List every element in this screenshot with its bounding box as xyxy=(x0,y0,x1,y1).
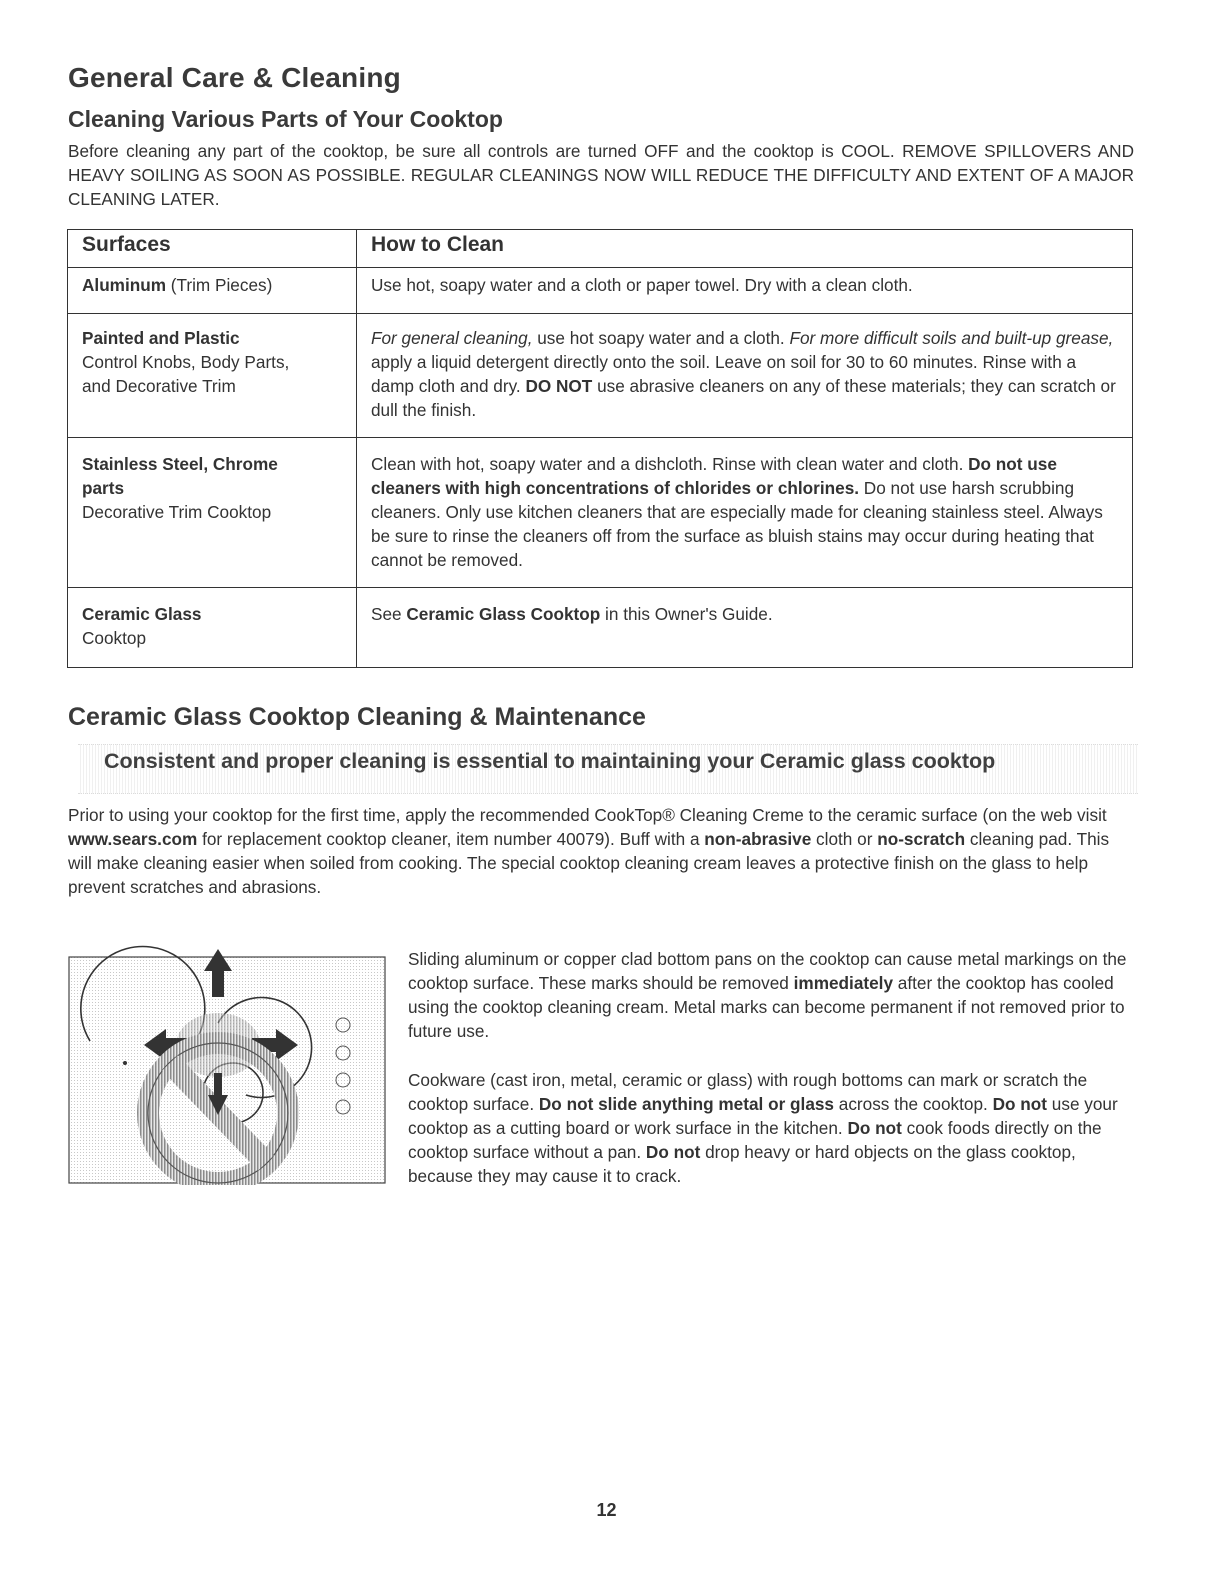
surface-cell xyxy=(68,314,357,438)
how-to-cell xyxy=(357,268,1133,314)
cooktop-no-slide-figure xyxy=(68,945,386,1185)
paragraph-emphasis: Do not xyxy=(645,1142,701,1162)
paragraph-emphasis: Do not slide anything metal or glass xyxy=(538,1094,834,1114)
surface-cell xyxy=(68,588,357,668)
prior-emphasis: non-abrasive xyxy=(704,829,812,849)
prior-emphasis: no-scratch xyxy=(877,829,966,849)
how-to-warning: DO NOT xyxy=(525,376,593,396)
prior-use-paragraph xyxy=(68,803,1134,899)
prior-text: cleaning pad. This will make cleaning easier when soiled from cooking. The special cooktop cleaning cream leaves a protective finish on the glass to help prevent scratches and abrasions. xyxy=(68,829,1110,897)
surface-detail: Decorative Trim Cooktop xyxy=(82,502,272,522)
section-title-ceramic: Ceramic Glass Cooktop Cleaning & Maintenance xyxy=(68,703,646,731)
surface-cell xyxy=(68,438,357,588)
how-to-text: Use hot, soapy water and a cloth or paper towel. Dry with a clean cloth. xyxy=(371,275,913,295)
header-how-to-clean: How to Clean xyxy=(357,230,1133,268)
surface-name: Painted and Plastic xyxy=(82,328,240,348)
section-subtitle: Cleaning Various Parts of Your Cooktop xyxy=(68,106,503,132)
cookware-paragraph xyxy=(408,1068,1128,1188)
surface-detail: Control Knobs, Body Parts, and Decorative Trim xyxy=(82,352,290,396)
how-to-reference: Ceramic Glass Cooktop xyxy=(406,604,601,624)
how-to-cell xyxy=(357,438,1133,588)
how-to-text: apply a liquid detergent directly onto the soil. Leave on soil for 30 to 60 minutes. Rinse with a damp cloth and dry. xyxy=(371,352,1077,396)
cookware-guidance xyxy=(408,947,1128,1213)
table-row xyxy=(68,268,1133,314)
how-to-warning: Do not use cleaners with high concentrations of chlorides or chlorines. xyxy=(371,454,1057,498)
table-header-row xyxy=(68,230,1133,268)
prior-text: Prior to using your cooktop for the first time, apply the recommended CookTop® Cleaning Creme to the ceramic surface (on the web visit xyxy=(68,805,1107,825)
how-to-emphasis: For more difficult soils and built-up grease, xyxy=(789,328,1114,348)
cooktop-illustration xyxy=(68,945,386,1185)
metal-marks-paragraph xyxy=(408,947,1128,1043)
table-row xyxy=(68,314,1133,438)
how-to-text: in this Owner's Guide. xyxy=(600,604,773,624)
how-to-text: Do not use harsh scrubbing cleaners. Only use kitchen cleaners that are especially made for cleaning stainless steel. Always be sure to rinse the cleaners off from the surface as bluish stains may occur during heating that cannot be removed. xyxy=(371,478,1103,570)
surface-detail: (Trim Pieces) xyxy=(166,275,273,295)
surface-cell xyxy=(68,268,357,314)
paragraph-emphasis: immediately xyxy=(793,973,894,993)
how-to-text: Clean with hot, soapy water and a dishcloth. Rinse with clean water and cloth. xyxy=(371,454,969,474)
paragraph-emphasis: Do not xyxy=(992,1094,1048,1114)
how-to-emphasis: For general cleaning, xyxy=(371,328,533,348)
cleaning-table xyxy=(67,229,1133,668)
table-row xyxy=(68,438,1133,588)
page-title: General Care & Cleaning xyxy=(68,62,401,93)
paragraph-emphasis: Do not xyxy=(847,1118,902,1138)
surface-name: Ceramic Glass xyxy=(82,604,202,624)
paragraph-text: drop heavy or hard objects on the glass cooktop, because they may cause it to crack. xyxy=(408,1142,1076,1186)
surface-name: Aluminum xyxy=(82,275,167,295)
surface-detail: Cooktop xyxy=(82,628,147,648)
header-surfaces: Surfaces xyxy=(68,230,357,268)
prior-text: cloth or xyxy=(811,829,878,849)
page-number: 12 xyxy=(596,1500,617,1520)
paragraph-text: Cookware (cast iron, metal, ceramic or glass) with rough bottoms can mark or scratch the cooktop surface. xyxy=(408,1070,1088,1114)
how-to-text: use hot soapy water and a cloth. xyxy=(532,328,790,348)
how-to-cell xyxy=(357,588,1133,668)
prior-text: for replacement cooktop cleaner, item number 40079). Buff with a xyxy=(197,829,705,849)
paragraph-text: after the cooktop has cooled using the cooktop cleaning cream. Metal marks can become permanent if not removed prior to future use. xyxy=(408,973,1125,1041)
surface-name: Stainless Steel, Chrome parts xyxy=(82,454,278,498)
paragraph-text: use your cooktop as a cutting board or work surface in the kitchen. xyxy=(408,1094,1118,1138)
website-link: www.sears.com xyxy=(68,829,198,849)
how-to-text: See xyxy=(371,604,407,624)
banner-text: Consistent and proper cleaning is essential to maintaining your Ceramic glass cooktop xyxy=(104,749,996,773)
paragraph-text: across the cooktop. xyxy=(834,1094,993,1114)
paragraph-text: cook foods directly on the cooktop surface without a pan. xyxy=(408,1118,1102,1162)
how-to-text: use abrasive cleaners on any of these materials; they can scratch or dull the finish. xyxy=(371,376,1116,420)
table-row xyxy=(68,588,1133,668)
how-to-cell xyxy=(357,314,1133,438)
intro-paragraph: Before cleaning any part of the cooktop, be sure all controls are turned OFF and the cooktop is COOL. REMOVE SPILLOVERS AND HEAVY SOILING AS SOON AS POSSIBLE. REGULAR CLEANINGS NOW WILL REDUCE THE DIFFICULTY AND EXTENT OF A MAJOR CLEANING LATER. xyxy=(68,141,1134,209)
paragraph-text: Sliding aluminum or copper clad bottom pans on the cooktop can cause metal markings on the cooktop surface. These marks should be removed xyxy=(408,949,1127,993)
